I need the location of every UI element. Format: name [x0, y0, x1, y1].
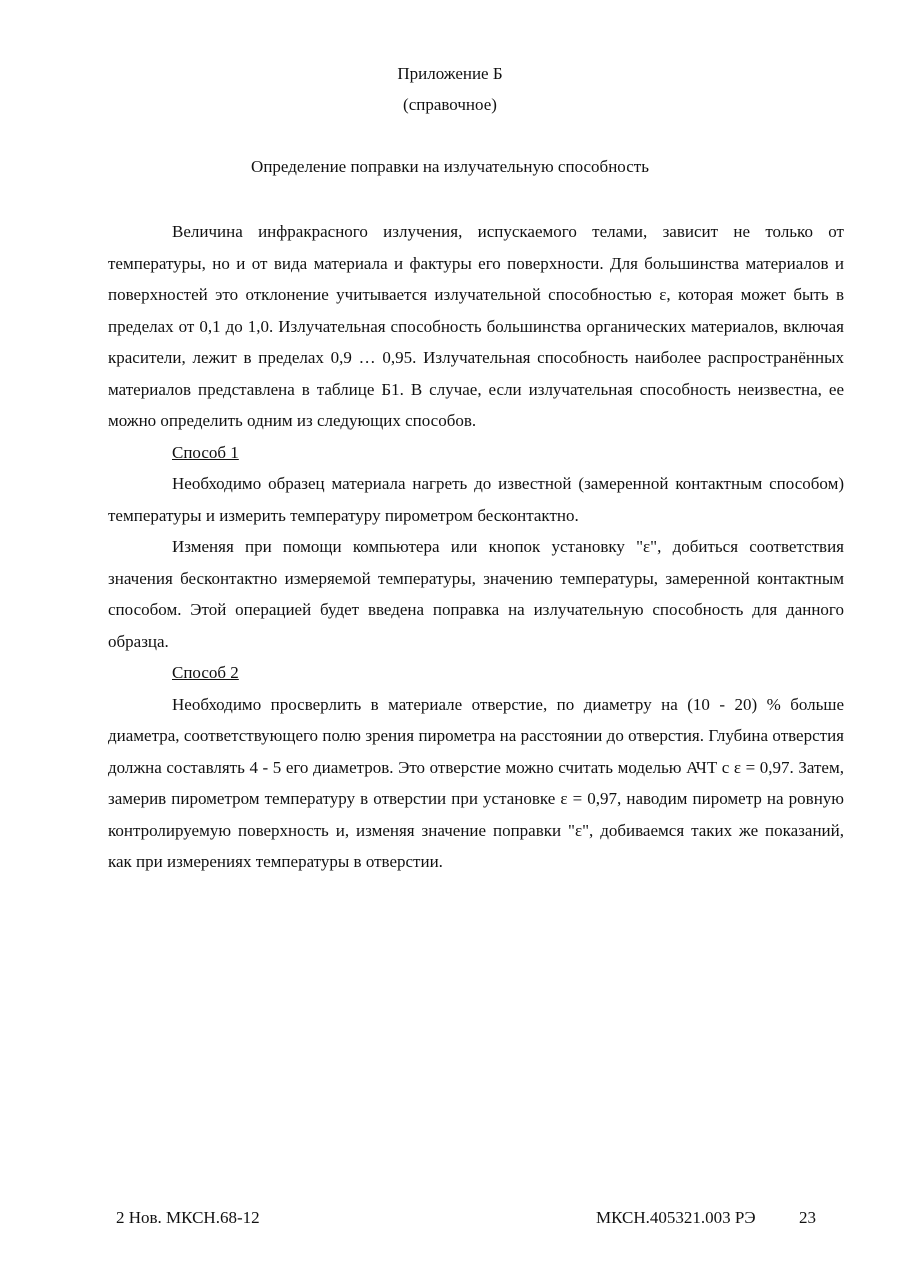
method-1-paragraph-2: Изменяя при помощи компьютера или кнопок установку "ε", добиться соответствия значения бесконтактно измеряемой температуры, значению температуры, замеренной контактным способом. Этой операцией будет введена поправка на излучательную способность для данного образца. [108, 537, 844, 651]
footer-doc-code: МКСН.405321.003 РЭ [596, 1208, 756, 1227]
appendix-type: (справочное) [403, 95, 497, 114]
appendix-title: Приложение Б [397, 64, 503, 83]
body-text [108, 216, 844, 878]
method-1-heading: Способ 1 [172, 442, 239, 462]
method-2-paragraph-1: Необходимо просверлить в материале отверстие, по диаметру на (10 - 20) % больше диаметра, соответствующего полю зрения пирометра на расстоянии до отверстия. Глубина отверстия должна составлять 4 - 5 его диаметров. Это отверстие можно считать моделью АЧТ с ε = 0,97. Затем, замерив пирометром температуру в отверстии при установке ε = 0,97, наводим пирометр на ровную контролируемую поверхность и, изменяя значение поправки "ε", добиваемся таких же показаний, как при измерениях температуры в отверстии. [108, 694, 844, 871]
method-2-heading: Способ 2 [172, 663, 239, 682]
method-1-paragraph-1: Необходимо образец материала нагреть до известной (замеренной контактным способом) температуры и измерить температуру пирометром бесконтактно. [108, 474, 844, 525]
footer-page-number: 23 [799, 1208, 816, 1227]
intro-paragraph: Величина инфракрасного излучения, испускаемого телами, зависит не только от температуры, но и от вида материала и фактуры его поверхности. Для большинства материалов и поверхностей это отклонение учитывается излучательной способностью ε, которая может быть в пределах от 0,1 до 1,0. Излучательная способность большинства органических материалов, включая красители, лежит в пределах 0,9 … 0,95. Излучательная способность наиболее распространённых материалов представлена в таблице Б1. В случае, если излучательная способность неизвестна, ее можно определить одним из следующих способов. [108, 222, 844, 430]
footer-revision: 2 Нов. МКСН.68-12 [116, 1208, 260, 1227]
section-title: Определение поправки на излучательную способность [251, 157, 649, 176]
